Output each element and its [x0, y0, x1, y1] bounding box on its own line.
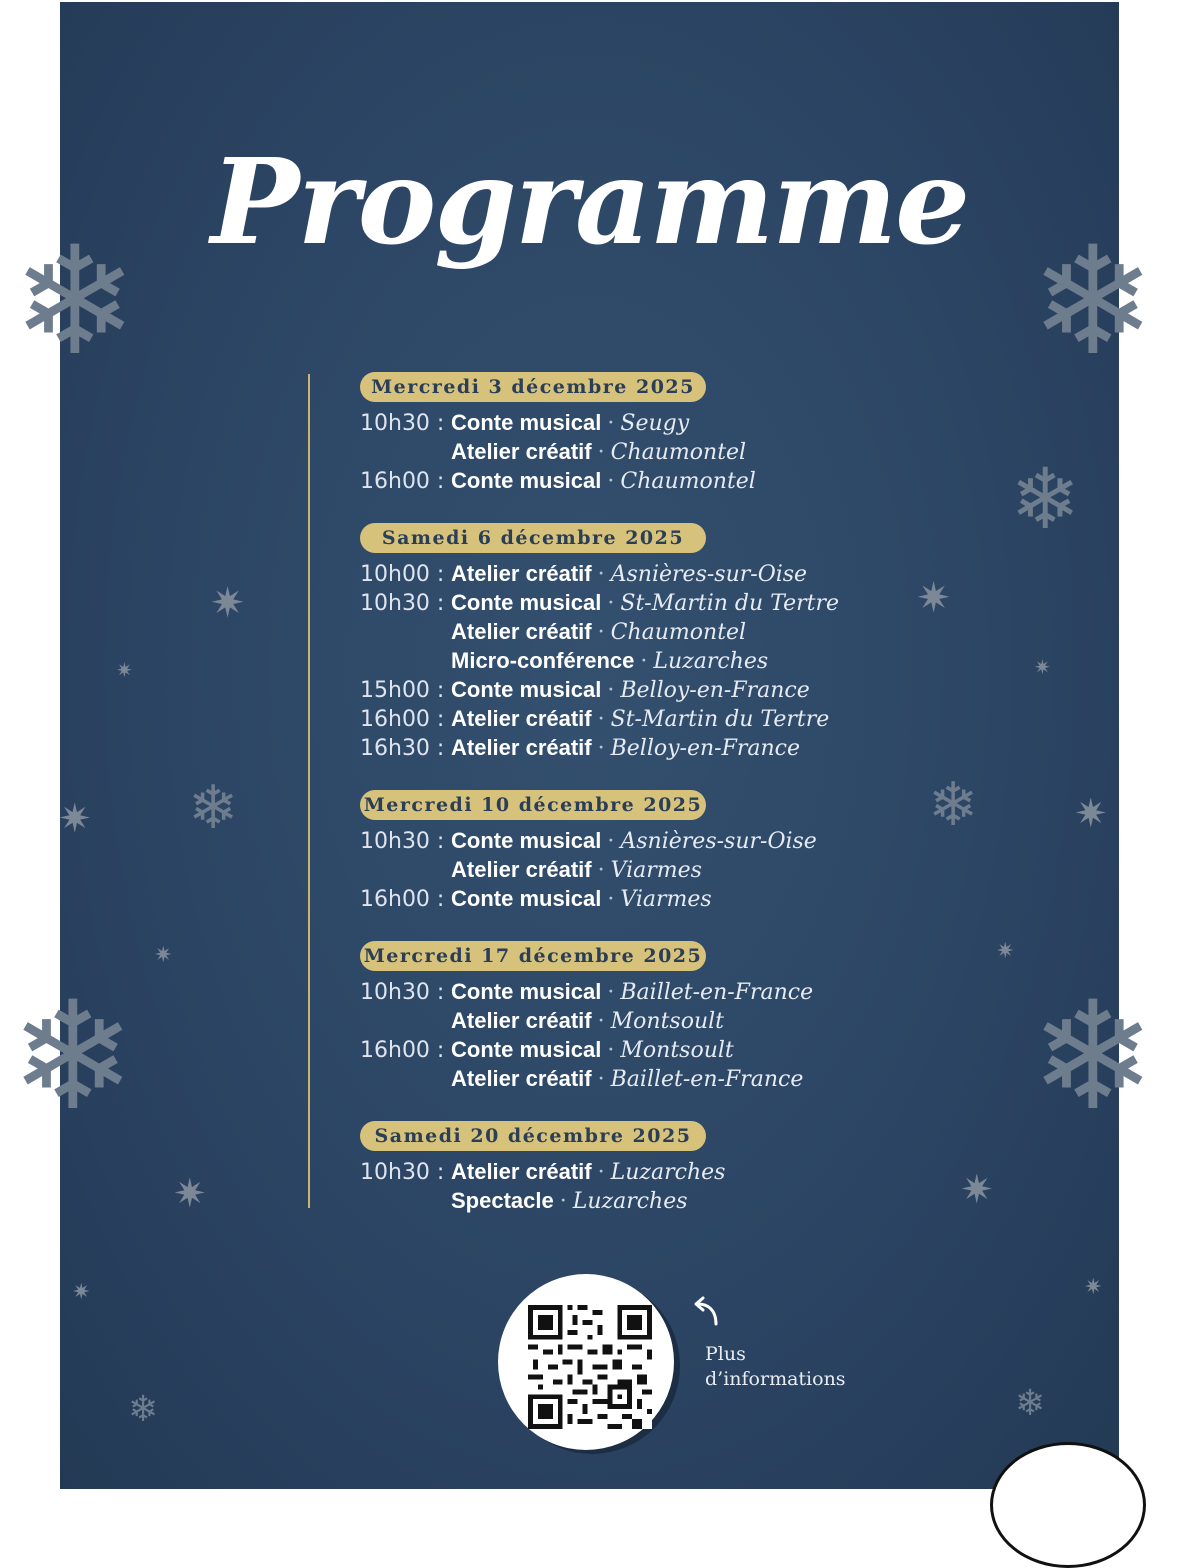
- event-place: Viarmes: [620, 887, 712, 912]
- snowflake-icon: ❄: [188, 773, 239, 843]
- star-icon: ✷: [154, 943, 173, 968]
- event-row: [360, 1157, 1000, 1186]
- star-icon: ✷: [1074, 791, 1108, 837]
- corner-overlay-button[interactable]: [990, 1442, 1146, 1568]
- day-date-pill: Mercredi 10 décembre 2025: [360, 790, 706, 820]
- event-row: [360, 437, 1000, 466]
- separator: ·: [607, 678, 615, 703]
- separator: ·: [607, 980, 615, 1005]
- separator: ·: [640, 649, 648, 674]
- event-place: Chaumontel: [610, 620, 747, 645]
- event-activity: Conte musical: [451, 1037, 602, 1062]
- event-row: [360, 855, 1000, 884]
- separator: ·: [607, 1038, 615, 1063]
- event-time: 10h00 :: [360, 562, 445, 587]
- separator: ·: [597, 1009, 605, 1034]
- event-place: Baillet-en-France: [610, 1067, 804, 1092]
- star-icon: ✷: [916, 573, 952, 622]
- separator: ·: [597, 562, 605, 587]
- event-place: Belloy-en-France: [610, 736, 801, 761]
- event-row: [360, 1035, 1000, 1064]
- event-place: Seugy: [620, 411, 690, 436]
- event-place: Chaumontel: [620, 469, 756, 494]
- star-icon: ✷: [116, 658, 133, 682]
- event-activity: Atelier créatif: [451, 1066, 592, 1091]
- event-place: Montsoult: [610, 1009, 724, 1034]
- event-row: [360, 466, 1000, 495]
- separator: ·: [597, 1160, 605, 1185]
- snowflake-icon: ❄: [1030, 970, 1156, 1144]
- event-time: 10h30 :: [360, 411, 445, 436]
- event-time: 16h30 :: [360, 736, 445, 761]
- event-row: [360, 704, 1000, 733]
- event-time: 16h00 :: [360, 469, 445, 494]
- curved-arrow-icon: [690, 1294, 724, 1328]
- event-activity: Atelier créatif: [451, 1159, 592, 1184]
- separator: ·: [597, 736, 605, 761]
- snowflake-icon: ❄: [1015, 1383, 1046, 1424]
- star-icon: ✷: [210, 578, 246, 627]
- event-place: Luzarches: [653, 649, 769, 674]
- separator: ·: [607, 591, 615, 616]
- event-place: Chaumontel: [610, 440, 747, 465]
- schedule: [360, 372, 1000, 1243]
- event-activity: Conte musical: [451, 886, 602, 911]
- event-row: [360, 675, 1000, 704]
- separator: ·: [597, 858, 605, 883]
- separator: ·: [597, 620, 605, 645]
- event-row: [360, 646, 1000, 675]
- event-activity: Atelier créatif: [451, 706, 592, 731]
- event-place: Asnières-sur-Oise: [610, 562, 808, 587]
- event-activity: Micro-conférence: [451, 648, 635, 673]
- day-block: [360, 941, 1000, 1093]
- event-place: St-Martin du Tertre: [610, 707, 830, 732]
- event-place: Viarmes: [610, 858, 702, 883]
- separator: ·: [559, 1189, 567, 1214]
- event-row: [360, 588, 1000, 617]
- event-activity: Conte musical: [451, 828, 602, 853]
- separator: ·: [607, 829, 615, 854]
- timeline-line: [308, 374, 310, 1208]
- star-icon: ✷: [960, 1167, 994, 1213]
- star-icon: ✷: [72, 1280, 91, 1305]
- event-activity: Atelier créatif: [451, 1008, 592, 1033]
- event-activity: Conte musical: [451, 979, 602, 1004]
- event-place: Asnières-sur-Oise: [620, 829, 817, 854]
- more-info-text: [705, 1342, 846, 1392]
- event-time: 16h00 :: [360, 887, 445, 912]
- star-icon: ✷: [173, 1171, 207, 1217]
- event-place: St-Martin du Tertre: [620, 591, 840, 616]
- event-activity: Atelier créatif: [451, 619, 592, 644]
- day-date-pill: Samedi 20 décembre 2025: [360, 1121, 706, 1151]
- snowflake-icon: ❄: [12, 215, 138, 389]
- event-time: 10h30 :: [360, 829, 445, 854]
- star-icon: ✷: [996, 939, 1015, 964]
- snowflake-icon: ❄: [928, 770, 979, 840]
- day-block: [360, 1121, 1000, 1215]
- qr-code[interactable]: [528, 1305, 652, 1429]
- event-time: 16h00 :: [360, 707, 445, 732]
- event-row: [360, 559, 1000, 588]
- event-place: Baillet-en-France: [620, 980, 814, 1005]
- event-activity: Spectacle: [451, 1188, 554, 1213]
- snowflake-icon: ❄: [1030, 215, 1156, 389]
- event-place: Luzarches: [572, 1189, 688, 1214]
- star-icon: ✷: [1084, 1275, 1103, 1300]
- star-icon: ✷: [58, 796, 92, 842]
- separator: ·: [597, 440, 605, 465]
- more-info-line2: d’informations: [705, 1368, 846, 1390]
- snowflake-icon: ❄: [10, 970, 136, 1144]
- event-row: [360, 1006, 1000, 1035]
- event-activity: Conte musical: [451, 468, 602, 493]
- event-row: [360, 884, 1000, 913]
- event-row: [360, 1186, 1000, 1215]
- separator: ·: [607, 411, 615, 436]
- page-title: Programme: [210, 132, 969, 271]
- event-time: 10h30 :: [360, 591, 445, 616]
- event-activity: Atelier créatif: [451, 561, 592, 586]
- day-date-pill: Samedi 6 décembre 2025: [360, 523, 706, 553]
- event-activity: Conte musical: [451, 677, 602, 702]
- event-row: [360, 977, 1000, 1006]
- separator: ·: [597, 1067, 605, 1092]
- event-row: [360, 733, 1000, 762]
- event-activity: Atelier créatif: [451, 439, 592, 464]
- event-place: Montsoult: [620, 1038, 734, 1063]
- event-activity: Conte musical: [451, 590, 602, 615]
- day-block: [360, 372, 1000, 495]
- event-time: 15h00 :: [360, 678, 445, 703]
- snowflake-icon: ❄: [128, 1389, 159, 1430]
- snowflake-icon: ❄: [1010, 450, 1081, 548]
- event-place: Belloy-en-France: [620, 678, 810, 703]
- separator: ·: [607, 469, 615, 494]
- event-row: [360, 408, 1000, 437]
- separator: ·: [607, 887, 615, 912]
- day-date-pill: Mercredi 17 décembre 2025: [360, 941, 706, 971]
- event-row: [360, 617, 1000, 646]
- event-activity: Atelier créatif: [451, 857, 592, 882]
- event-row: [360, 826, 1000, 855]
- event-activity: Conte musical: [451, 410, 602, 435]
- event-activity: Atelier créatif: [451, 735, 592, 760]
- star-icon: ✷: [1034, 655, 1051, 679]
- event-row: [360, 1064, 1000, 1093]
- event-time: 10h30 :: [360, 1160, 445, 1185]
- poster: [10, 2, 1156, 1489]
- event-place: Luzarches: [610, 1160, 726, 1185]
- event-time: 10h30 :: [360, 980, 445, 1005]
- day-date-pill: Mercredi 3 décembre 2025: [360, 372, 706, 402]
- day-block: [360, 523, 1000, 762]
- event-time: 16h00 :: [360, 1038, 445, 1063]
- day-block: [360, 790, 1000, 913]
- more-info-line1: Plus: [705, 1343, 746, 1365]
- separator: ·: [597, 707, 605, 732]
